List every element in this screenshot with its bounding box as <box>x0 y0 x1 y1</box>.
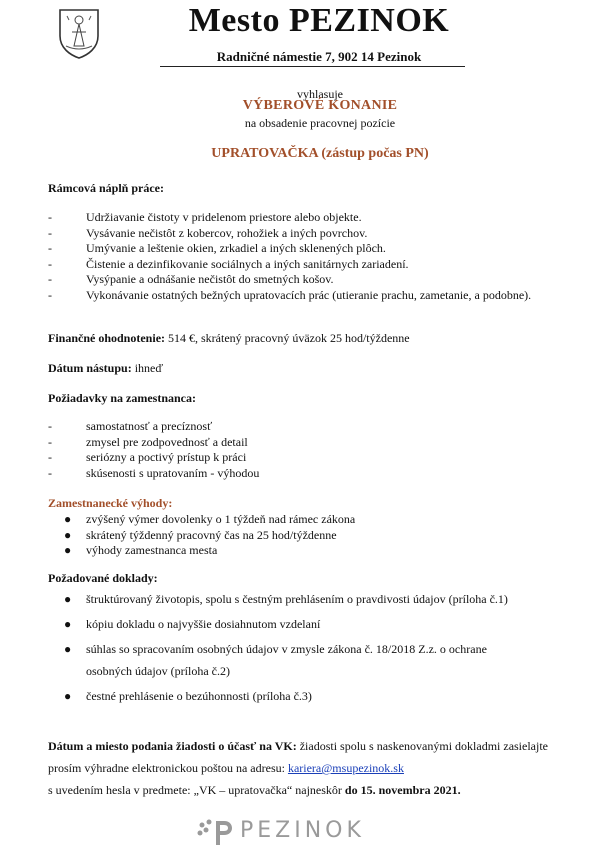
documents-section <box>48 571 554 710</box>
start-value: ihneď <box>131 361 164 375</box>
bullet-icon: ● <box>64 592 72 606</box>
list-item: - Vykonávanie ostatných bežných upratovacích prác (utieranie prachu, zametanie, a podobne). <box>48 287 532 302</box>
documents-list <box>48 588 508 707</box>
bullet-icon: ● <box>64 617 72 631</box>
submission-deadline: do 15. novembra 2021. <box>344 783 461 797</box>
position-title: UPRATOVAČKA (zástup počas PN) <box>211 146 429 161</box>
list-item: - samostatnosť a precíznosť <box>48 419 213 433</box>
list-item: ● čestné prehlásenie o bezúhonnosti (príloha č.3) <box>48 685 508 707</box>
purpose-text: na obsadenie pracovnej pozície <box>244 116 396 130</box>
list-item: - Vysýpanie a odnášanie nečistôt do smetných košov. <box>48 272 334 286</box>
dash-marker: - <box>48 256 52 271</box>
dash-marker: - <box>48 450 52 464</box>
job-scope-list <box>48 210 554 303</box>
requirements-section <box>48 391 554 481</box>
list-item: ● súhlas so spracovaním osobných údajov v zmysle zákona č. 18/2018 Z.z. o ochrane osobných údajov (príloha č.2) <box>48 638 508 682</box>
list-item: ● zvýšený výmer dovolenky o 1 týždeň nad rámec zákona <box>64 512 356 526</box>
list-item: ● štruktúrovaný životopis, spolu s čestným prehlásením o pravdivosti údajov (príloha č.1) <box>48 588 508 610</box>
job-scope-heading: Rámcová náplň práce: <box>48 181 164 195</box>
submission-text: žiadosti spolu s naskenovanými dokladmi zasielajte prosím výhradne elektronickou poštou na adresu: <box>48 739 548 775</box>
requirements-heading: Požiadavky na zamestnanca: <box>48 391 196 405</box>
dash-marker: - <box>48 465 52 480</box>
list-item: ● výhody zamestnanca mesta <box>64 543 218 557</box>
list-item: - Čistenie a dezinfikovanie sociálnych a iných sanitárnych zariadení. <box>48 256 409 271</box>
list-item: ● kópiu dokladu o najvyššie dosiahnutom vzdelaní <box>48 613 508 635</box>
start-section <box>48 361 554 376</box>
pezinok-logo-icon <box>196 817 236 847</box>
start-label: Dátum nástupu: <box>48 361 132 375</box>
job-scope-section <box>48 181 554 303</box>
salary-label: Finančné ohodnotenie: <box>48 331 166 345</box>
list-item: - skúsenosti s upratovaním - výhodou <box>48 465 260 480</box>
benefits-heading: Zamestnanecké výhody: <box>48 496 173 510</box>
town-title: Mesto PEZINOK <box>188 2 450 39</box>
submission-subject-text: s uvedením hesla v predmete: „VK – upratovačka“ najneskôr <box>48 783 345 797</box>
list-item: - Vysávanie nečistôt z kobercov, rohožiek a iných povrchov. <box>48 225 368 240</box>
list-item: - zmysel pre zodpovednosť a detail <box>48 434 248 449</box>
list-item: - seriózny a poctivý prístup k práci <box>48 450 247 464</box>
dash-marker: - <box>48 434 52 449</box>
header-divider <box>160 66 465 67</box>
salary-value: 514 €, skrátený pracovný úväzok 25 hod/týždenne <box>165 331 410 345</box>
bullet-icon: ● <box>64 642 72 656</box>
bullet-icon: ● <box>64 527 72 542</box>
documents-heading: Požadované doklady: <box>48 571 158 585</box>
list-item: ● skrátený týždenný pracovný čas na 25 hod/týždenne <box>64 527 337 542</box>
bullet-icon: ● <box>64 543 72 557</box>
benefits-section <box>48 496 554 559</box>
dash-marker: - <box>48 225 52 240</box>
submission-section <box>48 735 554 801</box>
submission-label: Dátum a miesto podania žiadosti o účasť na VK: <box>48 739 297 753</box>
dash-marker: - <box>48 272 52 286</box>
town-address: Radničné námestie 7, 902 14 Pezinok <box>216 49 422 64</box>
competition-title: VÝBEROVÉ KONANIE <box>242 98 398 113</box>
bullet-icon: ● <box>64 689 72 703</box>
list-item: - Udržiavanie čistoty v pridelenom priestore alebo objekte. <box>48 210 362 224</box>
list-item: - Umývanie a leštenie okien, zrkadiel a iných sklenených plôch. <box>48 241 386 255</box>
dash-marker: - <box>48 419 52 433</box>
dash-marker: - <box>48 241 52 255</box>
requirements-list <box>48 419 554 481</box>
email-link[interactable]: kariera@msupezinok.sk <box>287 761 404 775</box>
bullet-icon: ● <box>64 512 72 526</box>
announces-text: vyhlasuje <box>297 87 343 101</box>
dash-marker: - <box>48 210 52 224</box>
dash-marker: - <box>48 287 52 302</box>
benefits-list <box>48 512 554 559</box>
salary-section <box>48 331 554 346</box>
footer-logo-text: PEZINOK <box>240 818 365 843</box>
